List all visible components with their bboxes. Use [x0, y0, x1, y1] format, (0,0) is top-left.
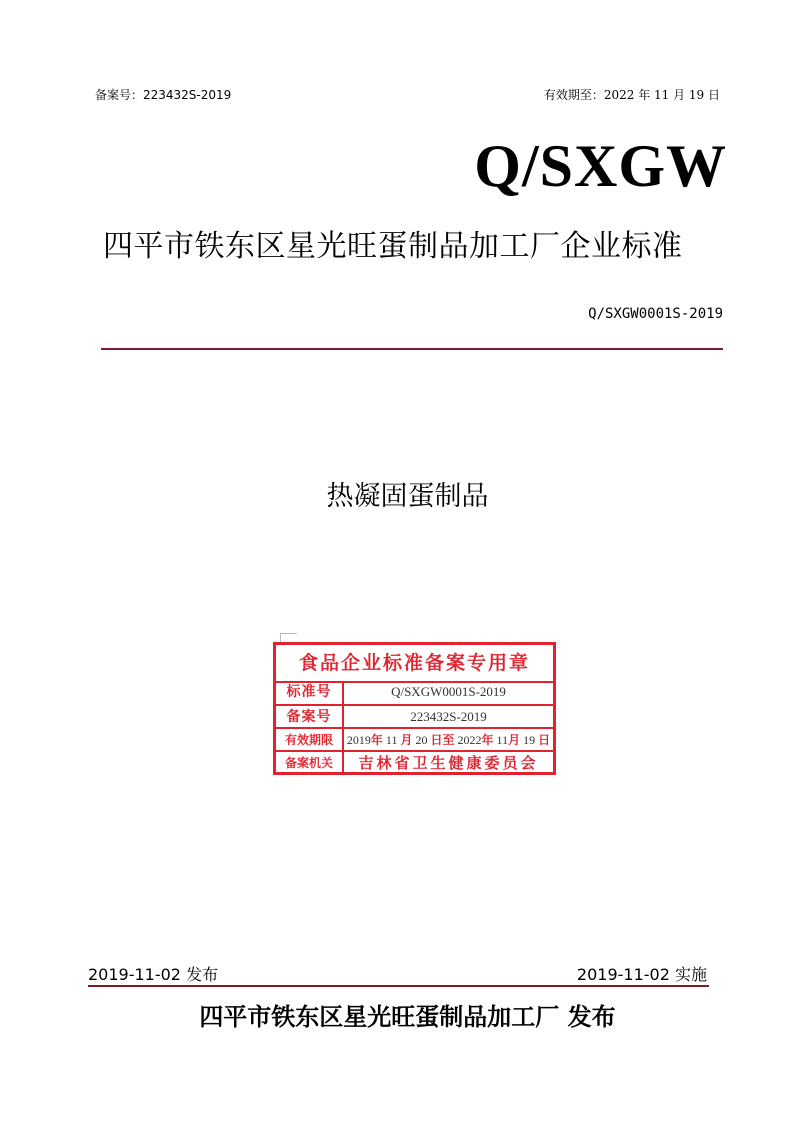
stamp-label: 标准号 [276, 681, 344, 704]
period-month-start: 11 [385, 733, 398, 747]
stamp-validity-period [344, 729, 553, 752]
stamp-authority: 吉林省卫生健康委员会 [358, 754, 539, 772]
period-char: 日至 [430, 733, 455, 747]
period-char: 年 [370, 733, 383, 747]
period-day-start: 20 [415, 733, 428, 747]
stamp-label: 备案号 [276, 706, 344, 729]
period-char: 月 [400, 733, 413, 747]
period-char: 年 [481, 733, 494, 747]
stamp-value: Q/SXGW0001S-2019 [391, 684, 506, 699]
valid-until [544, 86, 720, 103]
stamp-row-filing-number [276, 704, 553, 729]
issue-date: 2019-11-02 发布 [88, 965, 219, 984]
period-day-end: 19 [523, 733, 536, 747]
stamp-row-validity [276, 727, 553, 752]
stamp-row-standard-number [276, 681, 553, 704]
publisher: 四平市铁东区星光旺蛋制品加工厂 发布 [199, 1003, 616, 1031]
stamp-header: 食品企业标准备案专用章 [276, 645, 553, 683]
footer-divider [88, 985, 709, 987]
stamp-value: 223432S-2019 [410, 709, 487, 724]
document-title: 热凝固蛋制品 [326, 481, 489, 512]
filing-number: 备案号：223432S-2019 [95, 88, 232, 102]
implementation-date: 2019-11-02 实施 [576, 965, 707, 984]
valid-until-label: 有效期至： [543, 88, 604, 102]
stamp-label: 备案机关 [276, 752, 344, 774]
period-year-end: 2022 [457, 733, 482, 747]
standard-number: Q/SXGW0001S-2019 [588, 306, 723, 322]
valid-until-date: 2022 年 11 月 19 日 [603, 88, 720, 102]
stamp-row-authority [276, 750, 553, 774]
period-month-end: 11 [496, 733, 509, 747]
header-divider [101, 348, 723, 350]
stamp-label: 有效期限 [276, 729, 344, 752]
company-standard-title: 四平市铁东区星光旺蛋制品加工厂企业标准 [103, 229, 683, 264]
period-year-start: 2019 [346, 733, 371, 747]
period-char: 日 [538, 733, 551, 747]
filing-stamp [273, 642, 556, 775]
period-char: 月 [508, 733, 521, 747]
standard-code: Q/SXGW [474, 133, 727, 199]
